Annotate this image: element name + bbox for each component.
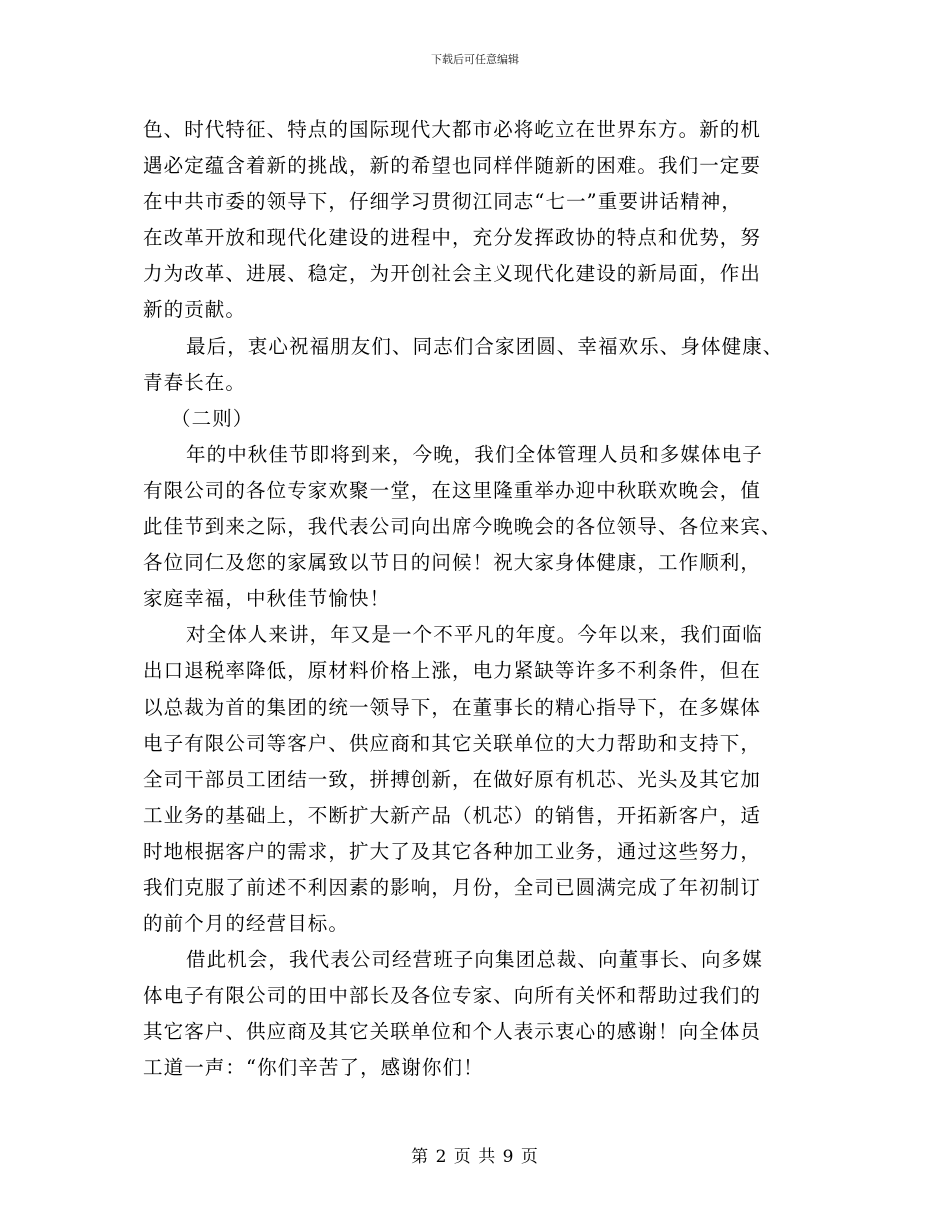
- text-line: 工道一声：“你们辛苦了，感谢你们！: [143, 1056, 484, 1080]
- text-line: 青春长在。: [143, 370, 247, 394]
- text-line: 对全体人来讲，年又是一个不平凡的年度。今年以来，我们面临: [186, 623, 763, 647]
- text-line: 体电子有限公司的田中部长及各位专家、向所有关怀和帮助过我们的: [143, 984, 762, 1008]
- text-line: 力为改革、进展、稳定，为开创社会主义现代化建设的新局面，作出: [143, 262, 762, 286]
- text-line: 在改革开放和现代化建设的进程中，充分发挥政协的特点和优势，努: [143, 226, 762, 250]
- page-footer: 第 2 页 共 9 页: [411, 1147, 539, 1167]
- text-line: 我们克服了前述不利因素的影响，月份，全司已圆满完成了年初制订: [143, 875, 762, 899]
- text-line: 新的贡献。: [143, 298, 247, 322]
- text-line: 最后，衷心祝福朋友们、同志们合家团圆、幸福欢乐、身体健康、: [186, 334, 784, 358]
- text-line: 家庭幸福，中秋佳节愉快！: [143, 587, 391, 611]
- text-line: 各位同仁及您的家属致以节日的问候！祝大家身体健康，工作顺利，: [143, 551, 762, 575]
- text-line: 工业务的基础上，不断扩大新产品（机芯）的销售，开拓新客户，适: [143, 803, 762, 827]
- text-line: 出口退税率降低，原材料价格上涨，电力紧缺等许多不利条件，但在: [143, 659, 762, 683]
- page-header: 下载后可任意编辑: [431, 53, 519, 66]
- text-line: 有限公司的各位专家欢聚一堂，在这里隆重举办迎中秋联欢晚会，值: [143, 478, 762, 502]
- document-body: [143, 112, 823, 1087]
- text-line: 时地根据客户的需求，扩大了及其它各种加工业务，通过这些努力，: [143, 839, 762, 863]
- text-line: 以总裁为首的集团的统一领导下，在董事长的精心指导下，在多媒体: [143, 695, 762, 719]
- text-line: 电子有限公司等客户、供应商和其它关联单位的大力帮助和支持下，: [143, 731, 762, 755]
- text-line: 的前个月的经营目标。: [143, 912, 350, 936]
- text-line: 遇必定蕴含着新的挑战，新的希望也同样伴随新的困难。我们一定要: [143, 154, 762, 178]
- text-line: 借此机会，我代表公司经营班子向集团总裁、向董事长、向多媒: [186, 948, 763, 972]
- text-line: 其它客户、供应商及其它关联单位和个人表示衷心的感谢！向全体员: [143, 1020, 762, 1044]
- text-line: 在中共市委的领导下，仔细学习贯彻江同志“七一”重要讲话精神，: [143, 190, 742, 214]
- text-line: 全司干部员工团结一致，拼搏创新，在做好原有机芯、光头及其它加: [143, 767, 762, 791]
- text-line: 色、时代特征、特点的国际现代大都市必将屹立在世界东方。新的机: [143, 118, 762, 141]
- text-line: 年的中秋佳节即将到来，今晚，我们全体管理人员和多媒体电子: [186, 442, 763, 466]
- text-line: 此佳节到来之际，我代表公司向出席今晚晚会的各位领导、各位来宾、: [143, 515, 782, 539]
- section-heading: （二则）: [171, 406, 254, 430]
